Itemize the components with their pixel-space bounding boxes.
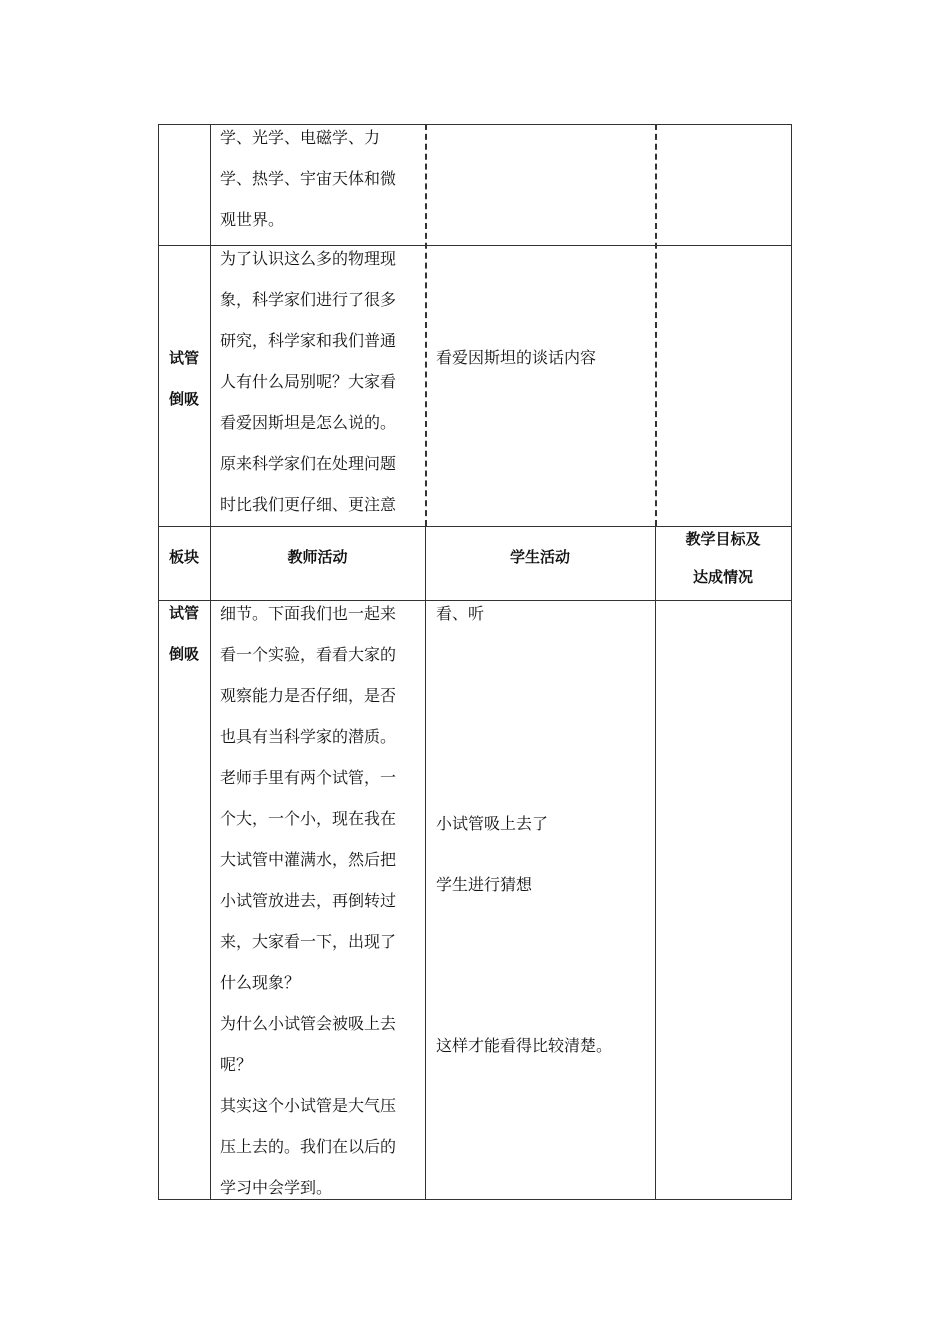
student-text: 小试管吸上去了 — [436, 814, 549, 833]
student-text: 看爱因斯坦的谈话内容 — [436, 348, 597, 367]
row1-teacher-cell — [220, 117, 420, 240]
column-divider — [210, 124, 211, 1200]
student-text: 这样才能看得比较清楚。 — [436, 1036, 613, 1055]
teacher-text: 学、光学、电磁学、力 学、热学、宇宙天体和微 观世界。 — [220, 128, 397, 229]
column-divider — [425, 526, 426, 1200]
teacher-text: 为什么小试管会被吸上去 呢？ — [220, 1014, 397, 1074]
column-divider — [655, 526, 656, 1200]
header-teacher: 教师活动 — [287, 548, 348, 566]
teacher-text: 细节。下面我们也一起来 看一个实验，看看大家的 观察能力是否仔细，是否 也具有当科学家的潜质。 — [220, 604, 397, 746]
header-goal-cell — [655, 520, 791, 596]
section-label: 试管 倒吸 — [168, 349, 199, 408]
column-divider-dashed — [655, 124, 657, 526]
student-text: 学生进行猜想 — [436, 875, 533, 894]
row3-teacher-cell — [220, 593, 420, 1208]
teacher-text: 为了认识这么多的物理现 象，科学家们进行了很多 研究，科学家和我们普通 人有什么局别呢？大家看 看爱因斯坦是怎么说的。 — [220, 249, 397, 432]
teacher-text: 原来科学家们在处理问题 时比我们更仔细、更注意 — [220, 454, 397, 514]
column-divider-dashed — [425, 124, 427, 526]
header-teacher-cell — [210, 538, 425, 576]
row2-section-cell — [158, 338, 210, 420]
header-student: 学生活动 — [509, 548, 570, 566]
header-section-cell — [158, 538, 210, 576]
row3-section-cell — [158, 593, 210, 675]
teacher-text: 老师手里有两个试管，一 个大，一个小，现在我在 大试管中灌满水，然后把 小试管放进去，再倒转过 来，大家看一下，出现了 什么现象？ — [220, 768, 397, 992]
header-goal: 教学目标及 达成情况 — [685, 530, 761, 586]
header-section: 板块 — [168, 548, 199, 566]
teacher-text: 其实这个小试管是大气压 压上去的。我们在以后的 学习中会学到。 — [220, 1096, 397, 1197]
row3-student-cell — [436, 124, 651, 1200]
table-border-right — [791, 124, 792, 1200]
lesson-plan-table — [158, 124, 792, 1200]
section-label: 试管 倒吸 — [168, 604, 199, 663]
row2-teacher-cell — [220, 238, 420, 525]
student-text: 看、听 — [436, 604, 485, 623]
